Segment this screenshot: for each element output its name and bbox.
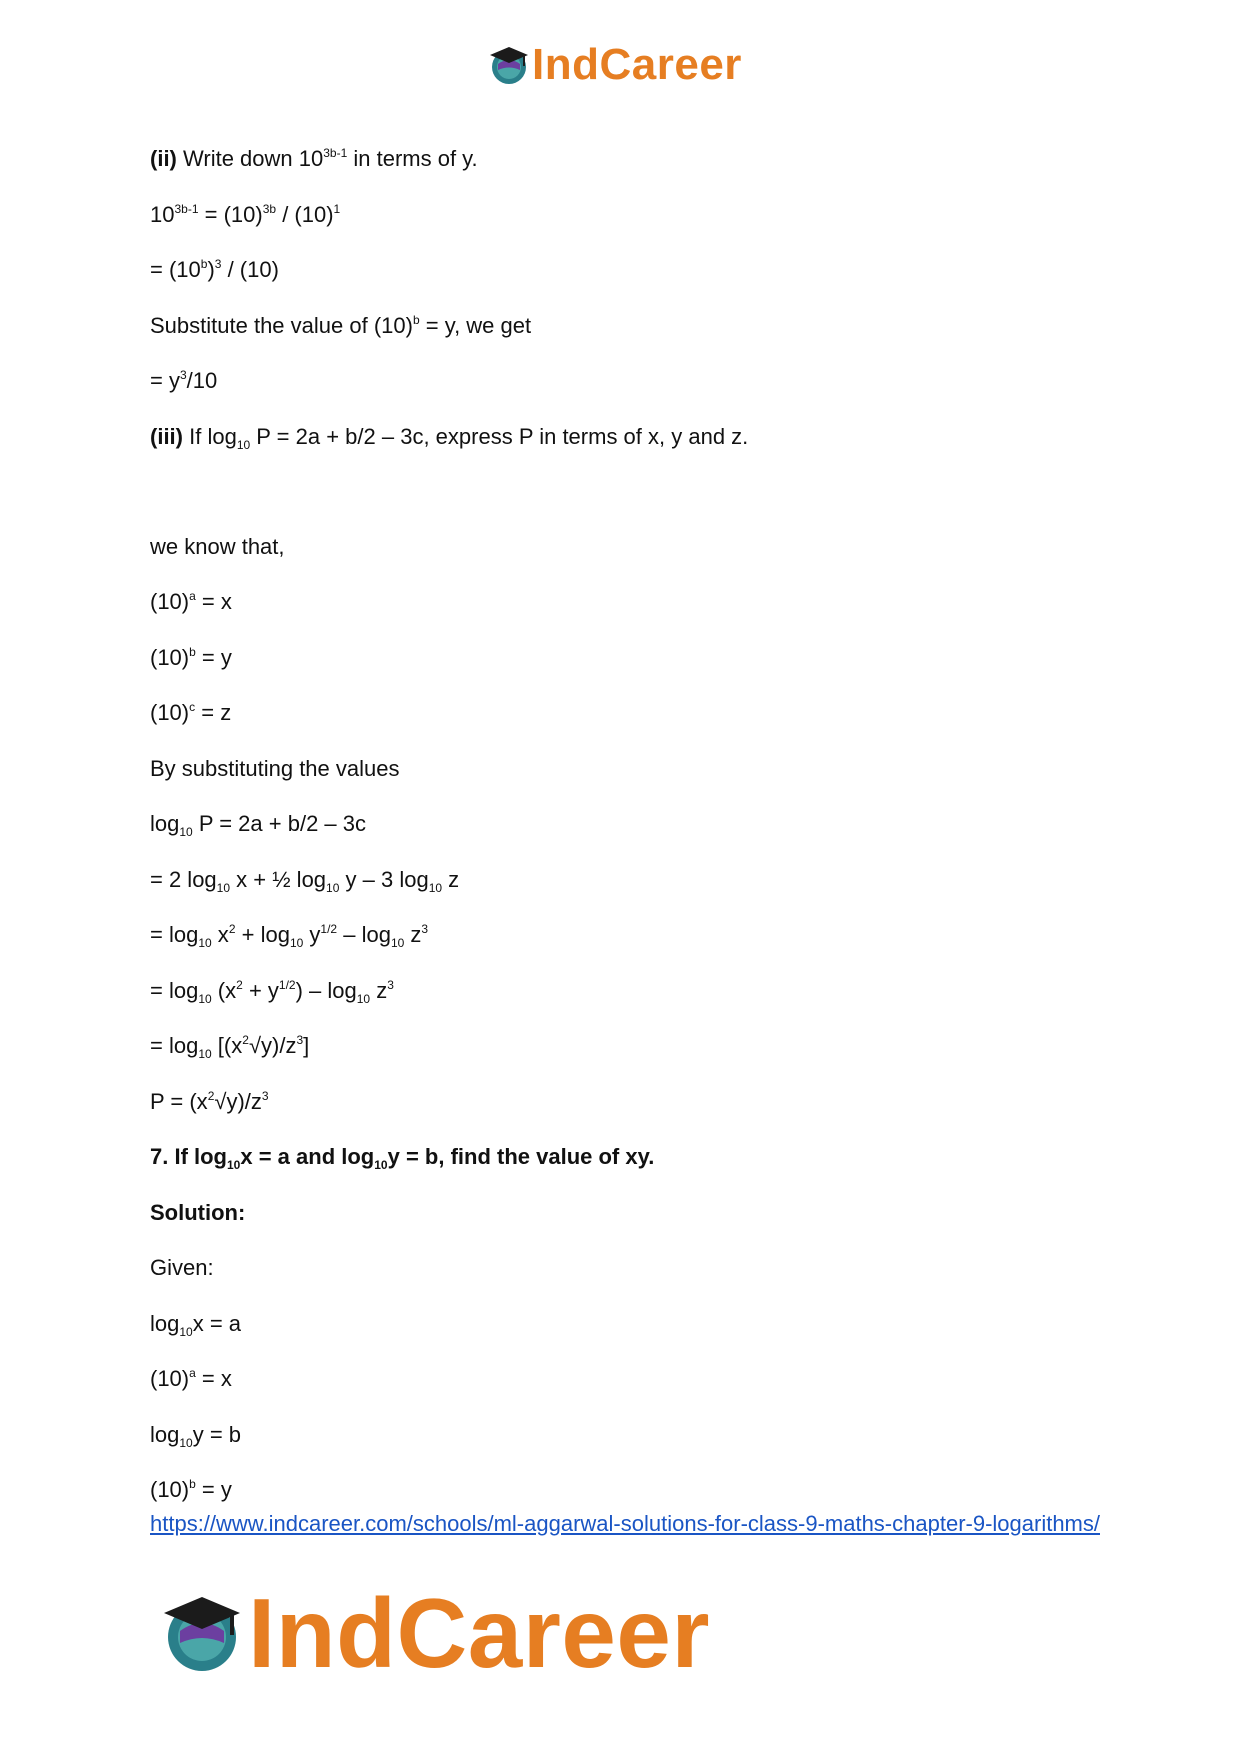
text-line: $\log_{10}x = a$: [150, 1310, 242, 1339]
text-line: $(10)^b = y$: [150, 644, 232, 670]
text-line: = $(10^b)^3 / (10)$: [150, 257, 279, 282]
text-line: Given:: [150, 1255, 214, 1280]
text-line: = 2 $\log_{10} x$ + ½ $\log_{10} y - 3$ $\log_{10} z$: [150, 866, 460, 895]
text-line: $P = (x^2√y)/z^3$: [150, 1088, 269, 1114]
document-body: [150, 144, 1110, 1538]
text-line: Substitute the value of $(10)^b = y$, we get: [150, 312, 532, 338]
text-line: $(10)^b = y$: [150, 1477, 232, 1502]
text-line: $\log_{10} P = 2a + b/2 - 3c$: [150, 811, 367, 839]
text-line: $\log_{10}y = b$: [150, 1421, 242, 1450]
logo-wordmark: IndCareer: [532, 40, 742, 89]
source-link[interactable]: https://www.indcareer.com/schools/ml-aggarwal-solutions-for-class-9-maths-chapter-9-logarithms/: [150, 1511, 1100, 1536]
question-7-heading: 7. If $\log_{10}x = a$ and $\log_{10}y = b$, find the value of xy.: [150, 1144, 655, 1172]
indcareer-logo-header: [488, 40, 742, 90]
text-line: = $\log_{10} [(x^2√y)/z^3]$: [150, 1033, 310, 1061]
graduation-cap-globe-icon: [488, 44, 530, 86]
graduation-cap-globe-icon: [160, 1591, 244, 1675]
indcareer-logo-footer: [160, 1578, 710, 1688]
solution-heading: Solution:: [150, 1199, 246, 1225]
text-line: we know that,: [150, 533, 285, 559]
logo-wordmark: IndCareer: [248, 1578, 711, 1688]
text-line: $10^{3b-1} = (10)^{3b} / (10)^1$: [150, 201, 341, 227]
text-line: (ii) Write down $10^{3b-1}$ in terms of y.: [150, 146, 478, 171]
text-line: $(10)^c = z$: [150, 700, 232, 725]
text-line: = $\log_{10} (x^2 + y^{1/2}) - \log_{10} z^3$: [150, 977, 394, 1006]
text-line: = $y^3/10$: [150, 368, 218, 393]
text-line: $(10)^a = x$: [150, 589, 232, 614]
question-iii: (iii) If $\log_{10} P = 2a + b/2 - 3c$, express P in terms of x, y and z.: [150, 423, 749, 452]
text-line: By substituting the values: [150, 755, 400, 781]
text-line: = $\log_{10} x^2 + \log_{10} y^{1/2} - \log_{10} z^3$: [150, 922, 429, 950]
text-line: $(10)^a = x$: [150, 1366, 232, 1391]
